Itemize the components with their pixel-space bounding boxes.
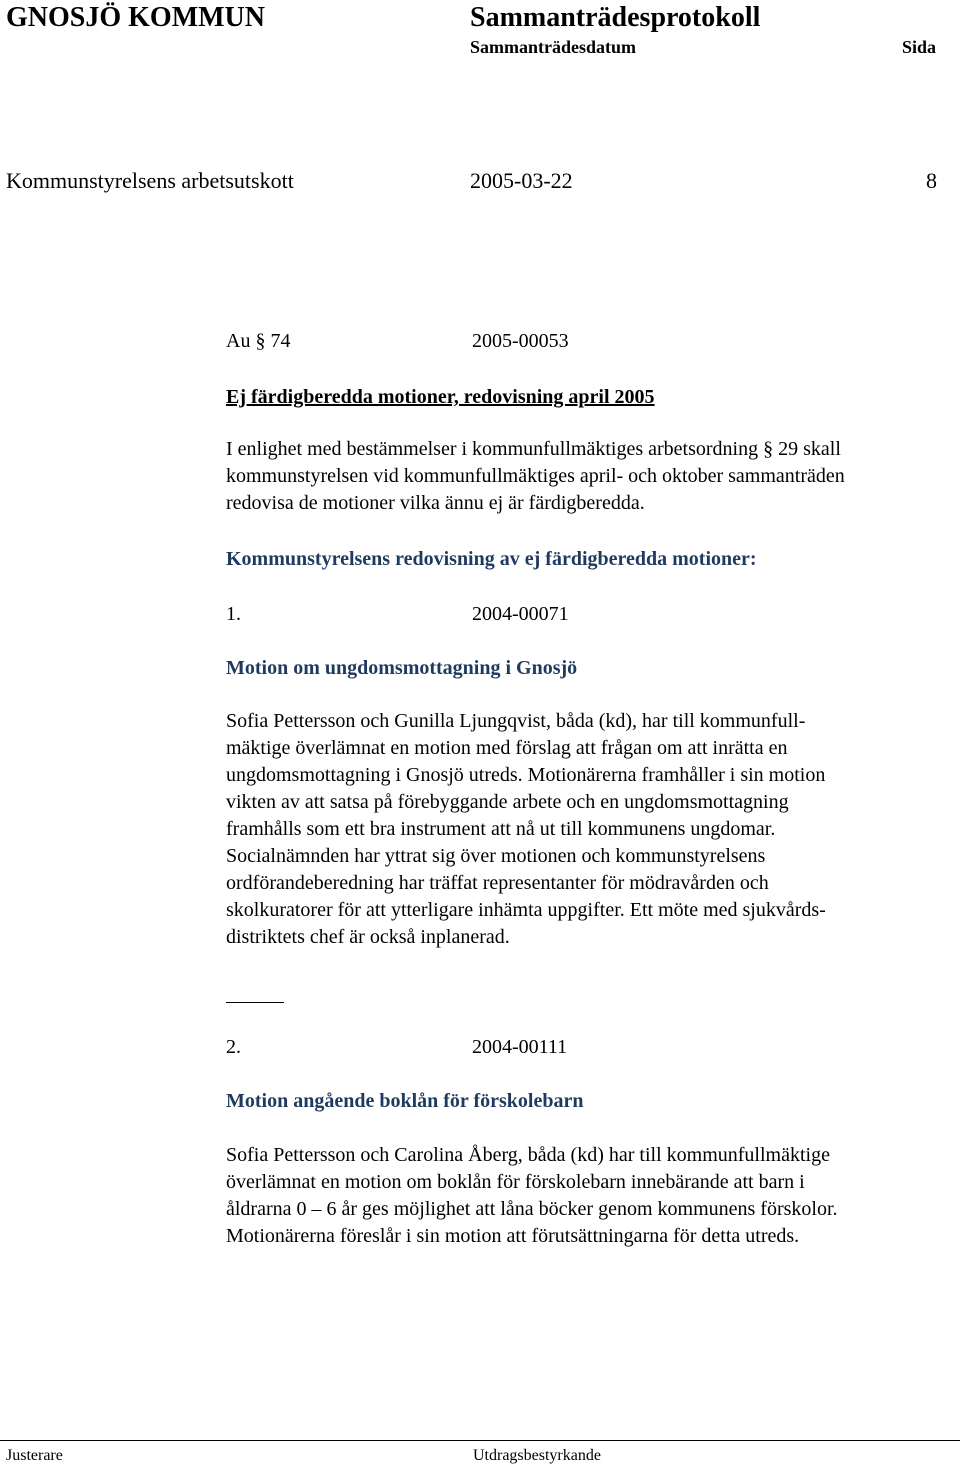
item-case-number: 2004-00111 (472, 1036, 568, 1058)
item-number: 2. (226, 1036, 241, 1058)
item-text-line: distriktets chef är också inplanerad. (226, 926, 510, 948)
item-title: Motion om ungdomsmottagning i Gnosjö (226, 657, 578, 679)
item-divider (226, 1002, 284, 1003)
footer-justerare: Justerare (6, 1447, 63, 1464)
item-text-line: Socialnämnden har yttrat sig över motionen och kommunstyrelsens (226, 845, 766, 867)
item-text-line: skolkuratorer för att ytterligare inhämta uppgifter. Ett möte med sjukvårds- (226, 899, 826, 921)
item-text-line: mäktige överlämnat en motion med förslag att frågan om att inrätta en (226, 737, 788, 759)
organization-name: GNOSJÖ KOMMUN (6, 2, 265, 33)
document-title: Sammanträdesprotokoll (470, 2, 761, 33)
item-text-line: överlämnat en motion om boklån för förskolebarn innebärande att barn i (226, 1171, 805, 1193)
item-text-line: vikten av att satsa på förebyggande arbete och en ungdomsmottagning (226, 791, 789, 813)
intro-line: I enlighet med bestämmelser i kommunfullmäktiges arbetsordning § 29 skall (226, 438, 841, 460)
section-title: Ej färdigberedda motioner, redovisning april 2005 (226, 386, 655, 408)
section-case-number: 2005-00053 (472, 330, 569, 352)
committee-name: Kommunstyrelsens arbetsutskott (6, 168, 294, 193)
item-text-line: Motionärerna föreslår i sin motion att förutsättningarna för detta utreds. (226, 1225, 800, 1247)
item-text-line: åldrarna 0 – 6 år ges möjlighet att låna böcker genom kommunens förskolor. (226, 1198, 838, 1220)
footer-utdragsbestyrkande: Utdragsbestyrkande (473, 1447, 601, 1464)
item-text-line: framhålls som ett bra instrument att nå ut till kommunens ungdomar. (226, 818, 776, 840)
item-number: 1. (226, 603, 241, 625)
section-number: Au § 74 (226, 330, 291, 352)
item-text-line: ungdomsmottagning i Gnosjö utreds. Motionärerna framhåller i sin motion (226, 764, 826, 786)
page-number: 8 (926, 168, 937, 193)
item-text-line: Sofia Pettersson och Gunilla Ljungqvist, båda (kd), har till kommunfull- (226, 710, 806, 732)
page-label: Sida (902, 37, 937, 57)
meeting-date-label: Sammanträdesdatum (470, 37, 637, 57)
intro-line: redovisa de motioner vilka ännu ej är färdigberedda. (226, 492, 645, 514)
item-text-line: ordförandeberedning har träffat representanter för mödravården och (226, 872, 769, 894)
intro-line: kommunstyrelsen vid kommunfullmäktiges april- och oktober sammanträden (226, 465, 845, 487)
meeting-date: 2005-03-22 (470, 168, 573, 193)
item-case-number: 2004-00071 (472, 603, 569, 625)
footer-rule (0, 1440, 960, 1441)
subheading: Kommunstyrelsens redovisning av ej färdigberedda motioner: (226, 548, 757, 570)
item-text-line: Sofia Pettersson och Carolina Åberg, båda (kd) har till kommunfullmäktige (226, 1144, 830, 1166)
item-title: Motion angående boklån för förskolebarn (226, 1090, 584, 1112)
